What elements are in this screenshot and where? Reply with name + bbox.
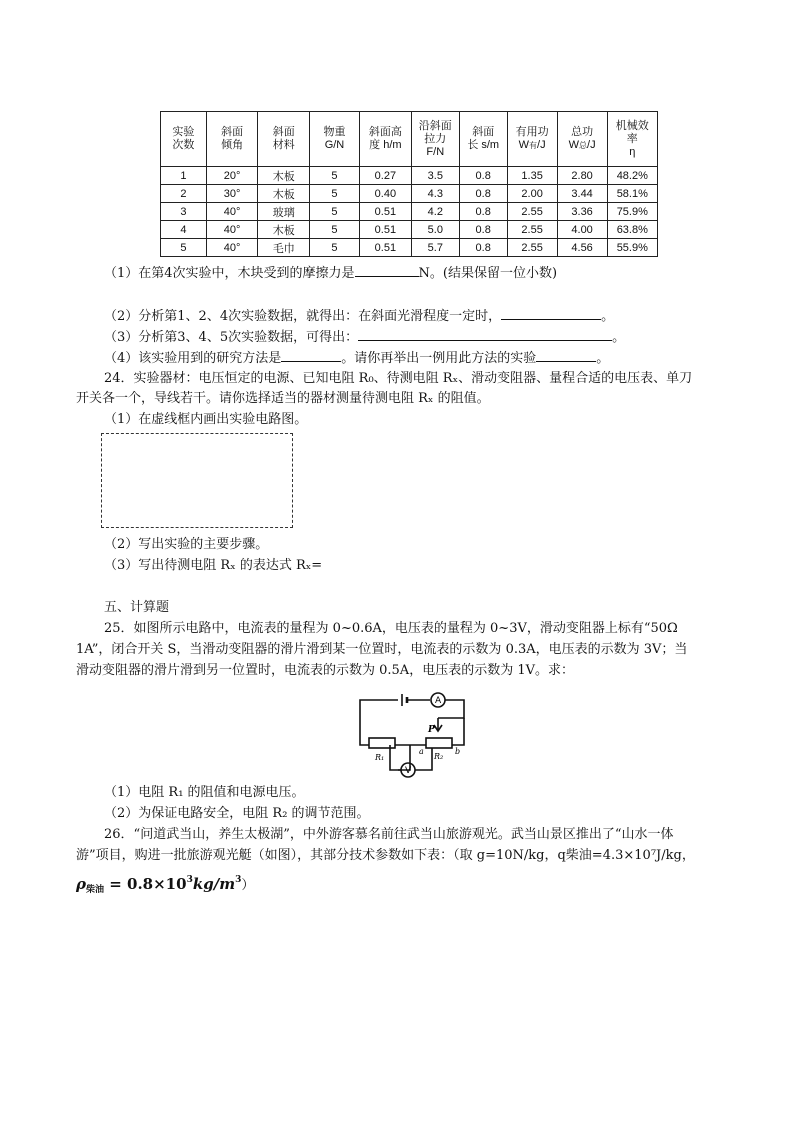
table-cell: 63.8% xyxy=(607,221,657,239)
rho-subscript: 柴油 xyxy=(85,885,104,895)
table-cell: 0.8 xyxy=(459,239,507,257)
table-cell: 48.2% xyxy=(607,167,657,185)
resistor-r1 xyxy=(369,738,395,748)
table-cell: 0.40 xyxy=(359,185,411,203)
formula-value: = 0.8×10 xyxy=(104,875,187,893)
table-cell: 毛巾 xyxy=(258,239,310,257)
table-cell: 5 xyxy=(310,203,360,221)
table-cell: 0.8 xyxy=(459,221,507,239)
table-cell: 5 xyxy=(310,185,360,203)
r2-label: R₂ xyxy=(434,752,444,761)
q4-mid: 。请你再举出一例用此方法的实验 xyxy=(341,351,537,366)
table-cell: 3.5 xyxy=(411,167,459,185)
header-cell: 斜面 倾角 xyxy=(206,112,258,167)
header-cell: 沿斜面 拉力 F/N xyxy=(411,112,459,167)
problem-24-step1: （1）在虚线框内画出实验电路图。 xyxy=(104,412,308,427)
table-cell: 20° xyxy=(206,167,258,185)
q4-text: （4）该实验用到的研究方法是 xyxy=(104,351,282,366)
section-title: 五、计算题 xyxy=(104,600,170,615)
answer-blank[interactable] xyxy=(355,264,419,277)
formula-unit-exponent: 3 xyxy=(235,875,242,885)
table-cell: 木板 xyxy=(258,221,310,239)
header-cell: 实验 次数 xyxy=(161,112,207,167)
problem-26-line1: 26．“问道武当山，养生太极湖”，中外游客慕名前往武当山旅游观光。武当山景区推出了“山水一体 xyxy=(104,827,674,842)
table-row xyxy=(161,185,658,203)
header-cell: 斜面 材料 xyxy=(258,112,310,167)
header-cell: 物重 G/N xyxy=(310,112,360,167)
problem-25-line2: 1A”，闭合开关 S，当滑动变阻器的滑片滑到某一位置时，电流表的示数为 0.3A，电压表的示数为 3V；当 xyxy=(76,642,688,657)
question-3 xyxy=(104,328,625,347)
table-header-row xyxy=(161,112,658,167)
problem-24-line1: 24．实验器材：电压恒定的电源、已知电阻 R₀、待测电阻 Rₓ、滑动变阻器、量程合适的电压表、单刀 xyxy=(104,371,693,386)
table-cell: 4.00 xyxy=(557,221,607,239)
table-row xyxy=(161,203,658,221)
problem-24-line2: 开关各一个，导线若干。请你选择适当的器材测量待测电阻 Rₓ 的阻值。 xyxy=(76,391,490,406)
header-cell: 总功 W总/J xyxy=(557,112,607,167)
q2-text: （2）分析第1、2、4次实验数据，就得出：在斜面光滑程度一定时， xyxy=(104,309,502,324)
problem-25-step2: （2）为保证电路安全，电阻 R₂ 的调节范围。 xyxy=(104,806,370,821)
table-cell: 40° xyxy=(206,203,258,221)
problem-25-step1: （1）电阻 R₁ 的阻值和电源电压。 xyxy=(104,785,305,800)
rho-symbol: ρ xyxy=(76,875,86,893)
formula-unit: kg/m xyxy=(192,875,236,893)
experiment-table xyxy=(160,111,658,257)
question-1 xyxy=(104,264,557,283)
table-cell: 55.9% xyxy=(607,239,657,257)
answer-blank[interactable] xyxy=(281,349,341,362)
table-cell: 4.3 xyxy=(411,185,459,203)
table-cell: 4.56 xyxy=(557,239,607,257)
table-cell: 58.1% xyxy=(607,185,657,203)
table-cell: 1.35 xyxy=(507,167,557,185)
formula-close: ） xyxy=(241,878,255,893)
table-cell: 2.55 xyxy=(507,239,557,257)
table-cell: 3.36 xyxy=(557,203,607,221)
table-cell: 5.0 xyxy=(411,221,459,239)
table-cell: 2.00 xyxy=(507,185,557,203)
problem-25-line1: 25．如图所示电路中，电流表的量程为 0~0.6A，电压表的量程为 0~3V，滑动变阻器上标有“50Ω xyxy=(104,621,678,636)
table-row xyxy=(161,239,658,257)
header-cell: 机械效 率 η xyxy=(607,112,657,167)
q4-suffix: 。 xyxy=(596,351,610,366)
problem-24-step3: （3）写出待测电阻 Rₓ 的表达式 Rₓ= xyxy=(104,558,323,573)
header-cell: 有用功 W有/J xyxy=(507,112,557,167)
table-cell: 30° xyxy=(206,185,258,203)
point-a-label: a xyxy=(419,747,424,756)
q2-suffix: 。 xyxy=(601,309,615,324)
answer-blank[interactable] xyxy=(358,328,612,341)
q1-text: （1）在第4次实验中，木块受到的摩擦力是 xyxy=(104,266,355,281)
header-cell: 斜面 长 s/m xyxy=(459,112,507,167)
table-cell: 2.55 xyxy=(507,221,557,239)
answer-blank[interactable] xyxy=(536,349,596,362)
problem-25-line3: 滑动变阻器的滑片滑到另一位置时，电流表的示数为 0.5A，电压表的示数为 1V。求： xyxy=(76,663,574,678)
table-cell: 2.55 xyxy=(507,203,557,221)
circuit-drawing-box[interactable] xyxy=(101,433,293,528)
density-formula xyxy=(76,874,254,895)
table-cell: 0.51 xyxy=(359,203,411,221)
table-cell: 0.27 xyxy=(359,167,411,185)
answer-blank[interactable] xyxy=(501,307,601,320)
slider-label: P xyxy=(428,725,435,735)
table-cell: 0.51 xyxy=(359,239,411,257)
table-cell: 5 xyxy=(310,167,360,185)
table-cell: 2 xyxy=(161,185,207,203)
r1-label: R₁ xyxy=(375,753,385,762)
problem-24-step2: （2）写出实验的主要步骤。 xyxy=(104,537,269,552)
table-cell: 5.7 xyxy=(411,239,459,257)
table-cell: 40° xyxy=(206,239,258,257)
table-cell: 3 xyxy=(161,203,207,221)
problem-26-line2: 游”项目，购进一批旅游观光艇（如图），其部分技术参数如下表：（取 g=10N/kg，q柴油=4.3×10⁷J/kg， xyxy=(76,848,695,863)
table-cell: 40° xyxy=(206,221,258,239)
table-cell: 玻璃 xyxy=(258,203,310,221)
resistor-r2 xyxy=(426,738,452,748)
q1-suffix: N。(结果保留一位小数) xyxy=(418,266,558,281)
table-cell: 5 xyxy=(310,239,360,257)
q3-text: （3）分析第3、4、5次实验数据，可得出： xyxy=(104,330,359,345)
circuit-diagram xyxy=(352,690,472,780)
table-cell: 0.8 xyxy=(459,167,507,185)
table-cell: 木板 xyxy=(258,185,310,203)
header-cell: 斜面高 度 h/m xyxy=(359,112,411,167)
point-b-label: b xyxy=(455,747,461,756)
q3-suffix: 。 xyxy=(612,330,626,345)
table-cell: 木板 xyxy=(258,167,310,185)
table-cell: 0.8 xyxy=(459,203,507,221)
question-4 xyxy=(104,349,609,368)
table-cell: 0.8 xyxy=(459,185,507,203)
table-cell: 5 xyxy=(310,221,360,239)
table-cell: 4 xyxy=(161,221,207,239)
ammeter-label: A xyxy=(435,696,442,706)
table-row xyxy=(161,167,658,185)
voltmeter-label: V xyxy=(405,766,412,776)
table-cell: 3.44 xyxy=(557,185,607,203)
table-cell: 75.9% xyxy=(607,203,657,221)
question-2 xyxy=(104,307,614,326)
table-cell: 2.80 xyxy=(557,167,607,185)
table-cell: 4.2 xyxy=(411,203,459,221)
table-cell: 0.51 xyxy=(359,221,411,239)
table-cell: 1 xyxy=(161,167,207,185)
formula-exponent: 3 xyxy=(186,875,193,885)
table-row xyxy=(161,221,658,239)
table-cell: 5 xyxy=(161,239,207,257)
